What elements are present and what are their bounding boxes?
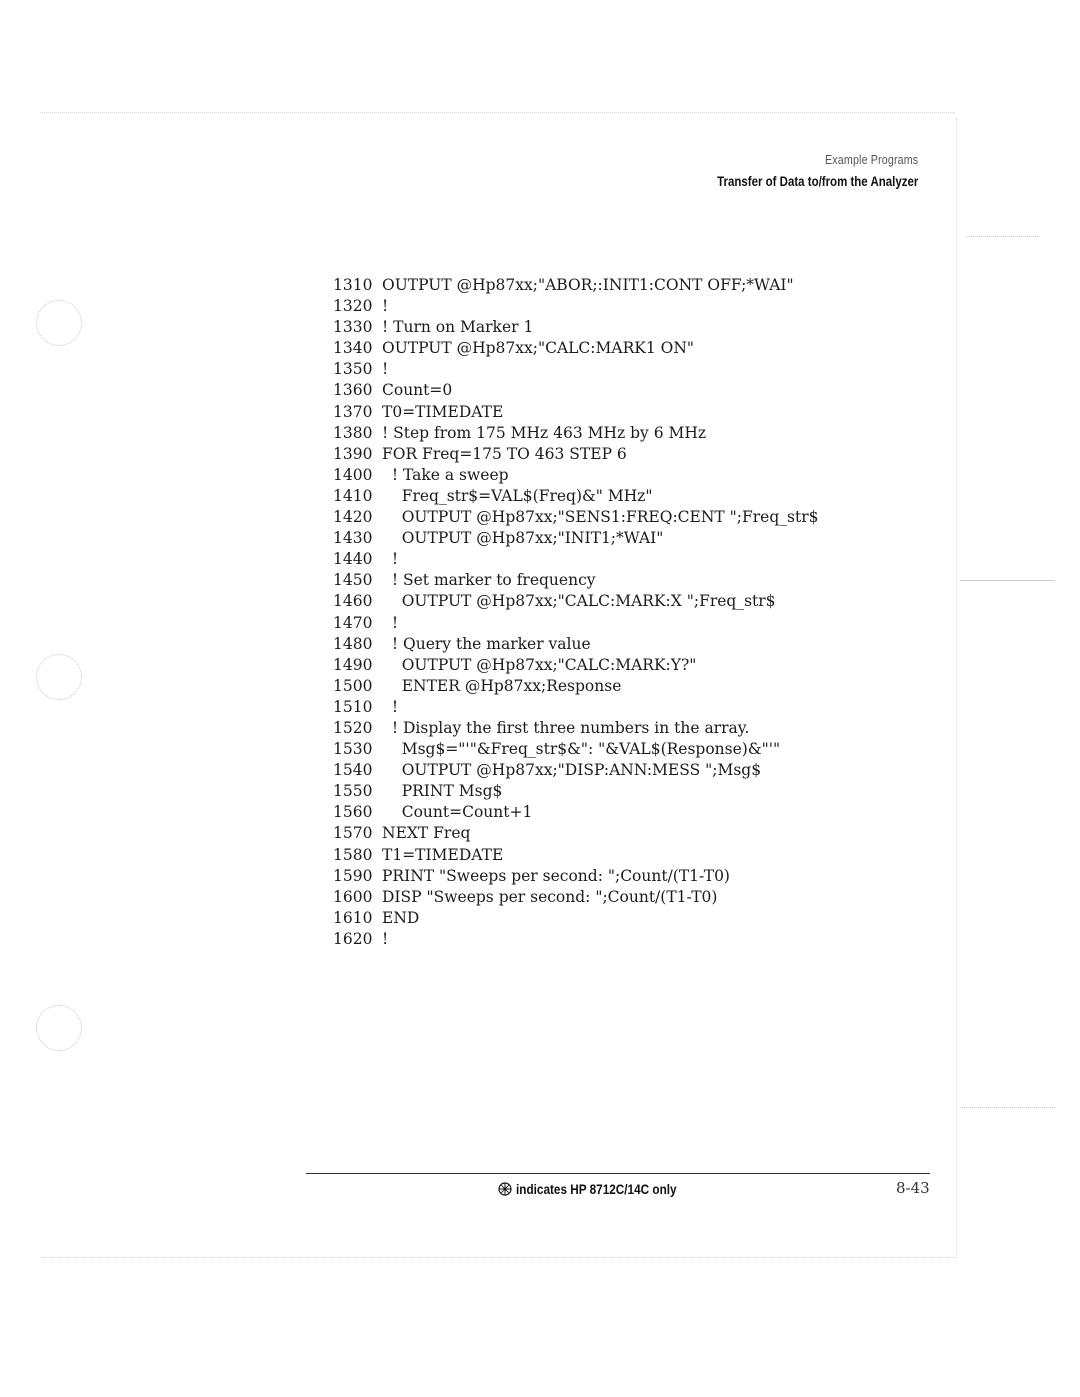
code-statement: NEXT Freq [382,824,471,843]
code-line [333,507,818,528]
line-number: 1360 [333,381,373,400]
line-number: 1350 [333,360,373,379]
code-line [333,317,818,338]
code-statement: ! [382,550,399,569]
code-statement: ! [382,929,389,948]
code-statement: OUTPUT @Hp87xx;"INIT1;*WAI" [382,529,664,548]
code-line [333,444,818,465]
binder-hole [36,300,82,346]
line-number: 1520 [333,718,373,737]
code-statement: Count=0 [382,381,453,400]
code-statement: OUTPUT @Hp87xx;"DISP:ANN:MESS ";Msg$ [382,761,762,780]
line-number: 1410 [333,486,373,505]
code-line [333,866,818,887]
code-statement: OUTPUT @Hp87xx;"ABOR;:INIT1:CONT OFF;*WAI" [382,276,794,294]
code-line [333,613,818,634]
code-statement: OUTPUT @Hp87xx;"CALC:MARK:Y?" [382,655,697,674]
line-number: 1370 [333,402,373,421]
code-statement: OUTPUT @Hp87xx;"SENS1:FREQ:CENT ";Freq_str$ [382,508,819,527]
line-number: 1400 [333,465,373,484]
footer-note [498,1181,707,1197]
code-statement: ! Step from 175 MHz 463 MHz by 6 MHz [382,423,707,442]
code-statement: ! [382,297,389,316]
code-line [333,423,818,444]
line-number: 1420 [333,508,373,527]
line-number: 1440 [333,550,373,569]
scan-edge-tick [965,236,1040,237]
code-line [333,275,818,296]
line-number: 1550 [333,782,373,801]
code-statement: OUTPUT @Hp87xx;"CALC:MARK:X ";Freq_str$ [382,592,776,611]
code-statement: ! Display the first three numbers in the array. [382,718,750,737]
code-line [333,465,818,486]
code-statement: Freq_str$=VAL$(Freq)&" MHz" [382,486,653,505]
line-number: 1310 [333,276,373,294]
code-line [333,634,818,655]
code-line [333,718,818,739]
code-line [333,845,818,866]
line-number: 1600 [333,887,373,906]
running-header [673,152,918,189]
code-statement: ! [382,697,399,716]
line-number: 1450 [333,571,373,590]
line-number: 1530 [333,740,373,759]
hp-instrument-icon [498,1182,512,1196]
scan-edge-right [956,118,957,1258]
code-statement: ! [382,613,399,632]
line-number: 1540 [333,761,373,780]
code-statement: END [382,908,420,927]
code-statement: PRINT "Sweeps per second: ";Count/(T1-T0) [382,866,730,885]
line-number: 1580 [333,845,373,864]
code-line [333,338,818,359]
line-number: 1590 [333,866,373,885]
footer-note-text: indicates HP 8712C/14C only [516,1181,677,1197]
code-statement: ! Query the marker value [382,634,591,653]
line-number: 1620 [333,929,373,948]
line-number: 1340 [333,339,373,358]
code-line [333,549,818,570]
code-statement: Msg$="'"&Freq_str$&": "&VAL$(Response)&"'" [382,740,781,759]
line-number: 1490 [333,655,373,674]
code-statement: ! Turn on Marker 1 [382,318,534,337]
section-title: Example Programs [824,152,918,167]
code-line [333,823,818,844]
line-number: 1320 [333,297,373,316]
code-line [333,697,818,718]
code-line [333,739,818,760]
code-statement: Count=Count+1 [382,803,533,822]
line-number: 1380 [333,423,373,442]
code-statement: FOR Freq=175 TO 463 STEP 6 [382,444,627,463]
code-line [333,402,818,423]
code-line [333,781,818,802]
code-line [333,528,818,549]
code-listing [333,275,818,950]
code-statement: PRINT Msg$ [382,782,503,801]
line-number: 1430 [333,529,373,548]
code-line [333,380,818,401]
page-number: 8-43 [896,1179,930,1197]
line-number: 1460 [333,592,373,611]
code-line [333,929,818,950]
code-line [333,908,818,929]
scan-edge-tick [960,1107,1055,1108]
code-line [333,887,818,908]
code-statement: T0=TIMEDATE [382,402,504,421]
code-line [333,359,818,380]
line-number: 1560 [333,803,373,822]
code-statement: T1=TIMEDATE [382,845,504,864]
line-number: 1510 [333,697,373,716]
code-line [333,655,818,676]
code-line [333,570,818,591]
code-statement: ! [382,360,389,379]
topic-title: Transfer of Data to/from the Analyzer [716,173,918,189]
footer-rule [306,1173,930,1174]
scan-edge-top [40,112,955,113]
code-line [333,760,818,781]
code-statement: ENTER @Hp87xx;Response [382,676,622,695]
line-number: 1390 [333,444,373,463]
code-statement: DISP "Sweeps per second: ";Count/(T1-T0) [382,887,718,906]
code-line [333,296,818,317]
code-statement: ! Take a sweep [382,465,509,484]
line-number: 1470 [333,613,373,632]
line-number: 1570 [333,824,373,843]
line-number: 1330 [333,318,373,337]
line-number: 1480 [333,634,373,653]
scan-edge-bottom [40,1257,955,1258]
scan-edge-tick [960,580,1055,581]
code-line [333,591,818,612]
binder-hole [36,654,82,700]
code-statement: OUTPUT @Hp87xx;"CALC:MARK1 ON" [382,339,695,358]
binder-hole [36,1005,82,1051]
code-line [333,486,818,507]
code-line [333,802,818,823]
code-statement: ! Set marker to frequency [382,571,596,590]
code-line [333,676,818,697]
line-number: 1610 [333,908,373,927]
line-number: 1500 [333,676,373,695]
